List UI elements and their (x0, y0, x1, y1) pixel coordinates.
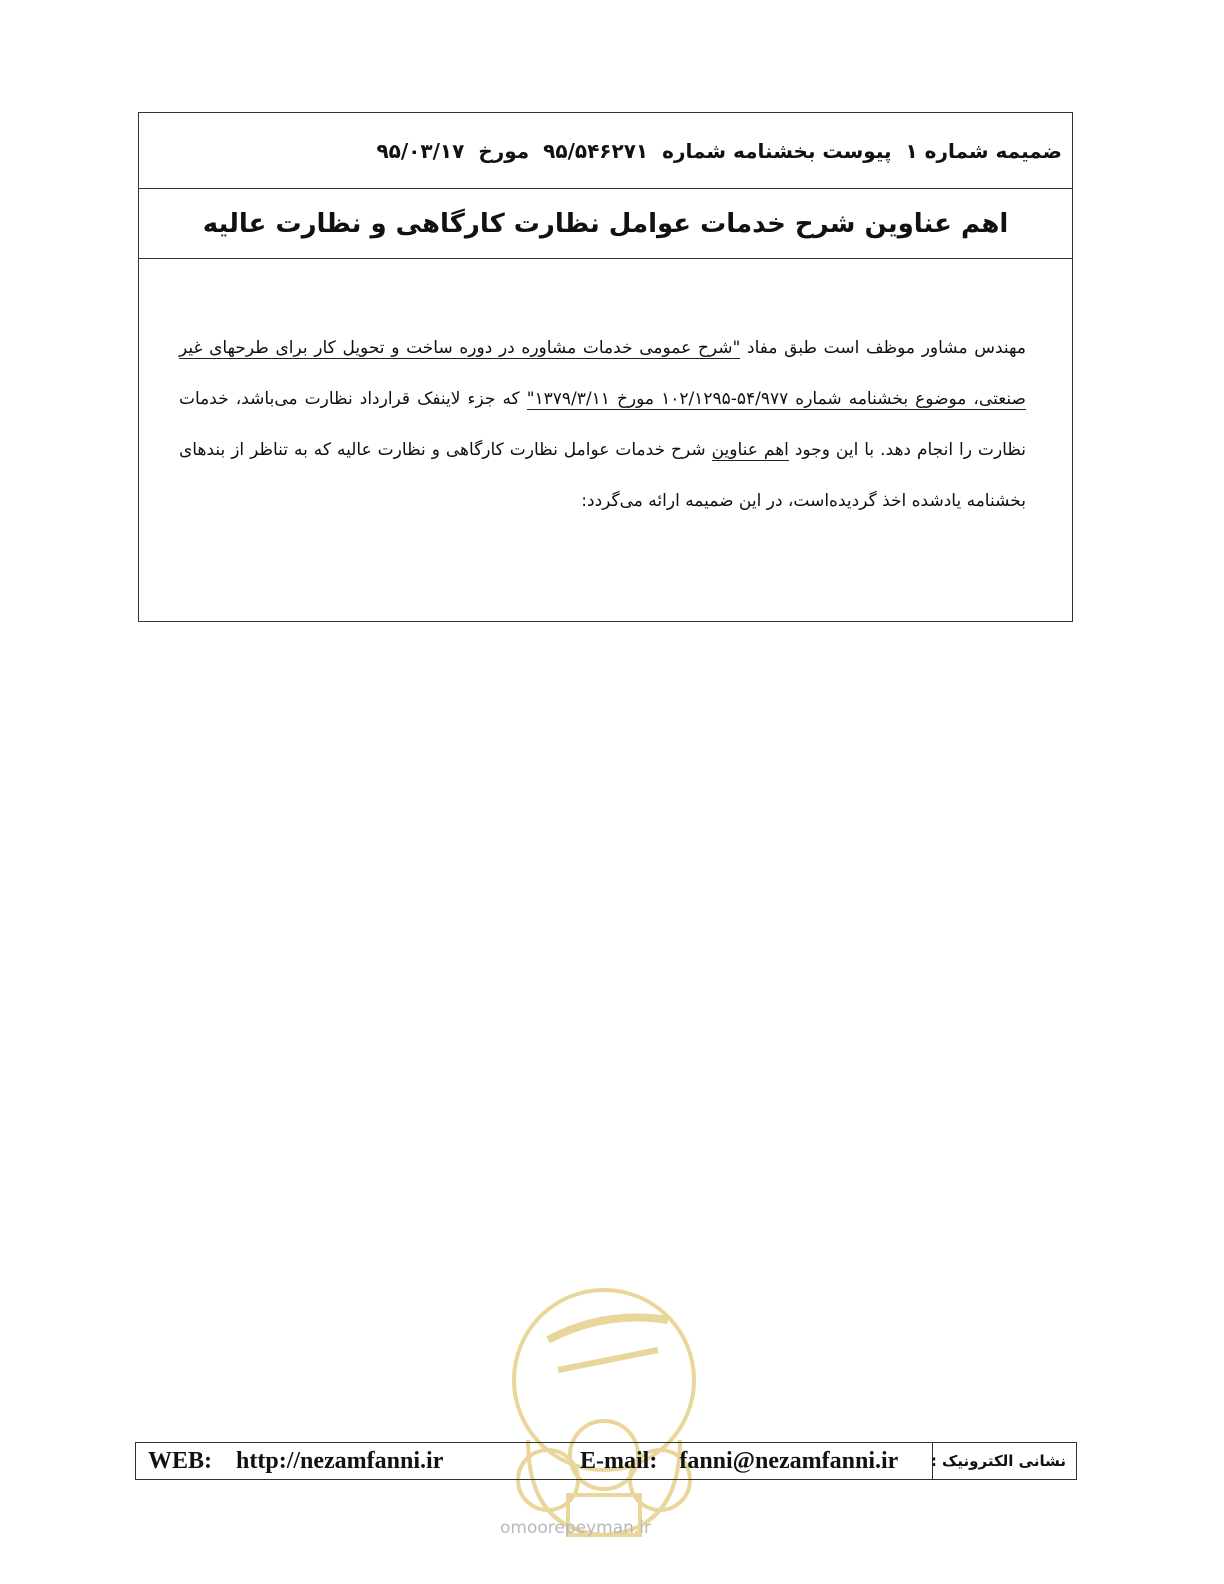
body-text-quoted-reference: "شرح عمومی خدمات مشاوره در دوره ساخت و تحویل کار برای طرحهای غیر صنعتی، موضوع بخشنامه شماره ۵۴/۹۷۷-۱۰۲/۱۲۹۵ مورخ ۱۳۷۹/۳/۱۱" (179, 338, 1026, 409)
body-text-3: شرح خدمات عوامل نظارت کارگاهی و نظارت عالیه که به تناظر از بندهای بخشنامه یادشده اخذ گردیده‌است، در این ضمیمه ارائه می‌گردد: (179, 440, 1026, 511)
email-label: E-mail: (580, 1447, 658, 1474)
document-title: اهم عناوین شرح خدمات عوامل نظارت کارگاهی و نظارت عالیه (139, 189, 1072, 259)
circular-number: ۹۵/۵۴۶۲۷۱ (543, 138, 649, 163)
electronic-address-label: نشانی الکترونیک : (930, 1452, 1066, 1470)
web-label: WEB: (148, 1447, 213, 1474)
body-text-1: مهندس مشاور موظف است طبق مفاد (740, 338, 1026, 358)
web-url-link[interactable]: http://nezamfanni.ir (236, 1447, 444, 1474)
circular-date: ۹۵/۰۳/۱۷ (376, 138, 465, 163)
body-paragraph (179, 323, 1026, 527)
date-label: مورخ (478, 138, 530, 163)
body-text-2: که جزء لاینفک قرارداد نظارت می‌باشد، خدمات نظارت را انجام دهد. با این وجود (179, 389, 1027, 460)
header-table (138, 112, 1073, 622)
email-link[interactable]: fanni@nezamfanni.ir (679, 1447, 899, 1474)
annex-number: ضمیمه شماره ۱ (905, 138, 1062, 163)
attachment-label: پیوست بخشنامه شماره (662, 138, 892, 163)
email-address (580, 1448, 898, 1475)
annex-header-row (139, 113, 1072, 189)
footer-contact-bar (135, 1442, 1077, 1480)
site-watermark: omoorepeyman.ir (500, 1518, 652, 1538)
body-text-highlight: اهم عناوین (711, 440, 789, 460)
web-address (148, 1448, 443, 1475)
seal-watermark (488, 1280, 720, 1542)
